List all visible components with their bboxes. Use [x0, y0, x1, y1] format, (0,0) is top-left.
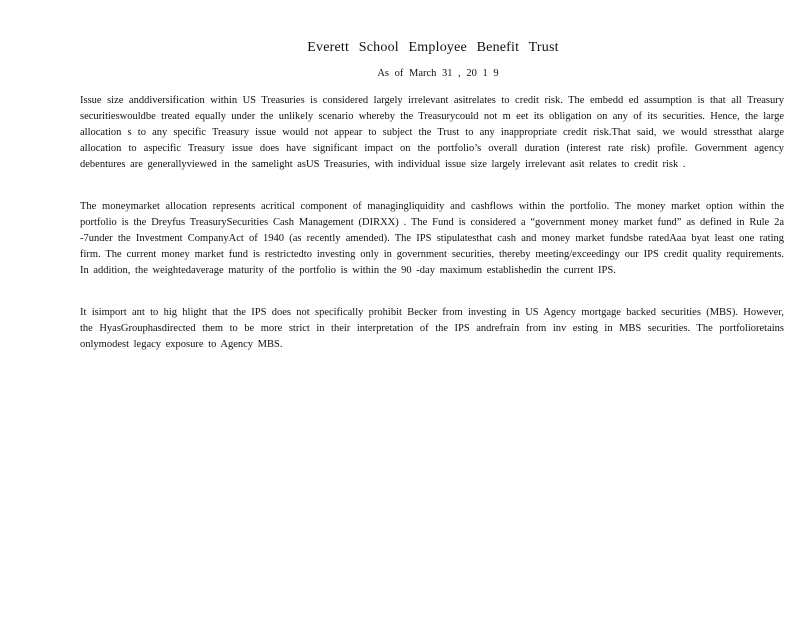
- paragraph-treasury-issue-size: Issue size anddiversification within US Treasuries is considered largely irrelevant asitrelates to credit risk. The embedd ed assumption is that all Treasury securitieswouldbe treated equally under the unlikely scenario whereby the Treasurycould not m eet its obligation on any of its securities. Hence, the large allocation s to any specific Treasury issue would not appear to subject the Trust to any inappropriate credit risk.That said, we would stressthat alarge allocation to aspecific Treasury issue does have significant impact on the portfolio’s overall duration (interest rate risk) profile. Government agency debentures are generallyviewed in the samelight asUS Treasuries, with individual issue size largely irrelevant asit relates to credit risk .: [80, 95, 784, 170]
- paragraph-agency-mbs: It isimport ant to hig hlight that the IPS does not specifically prohibit Becker from investing in US Agency mortgage backed securities (MBS). However, the HyasGrouphasdirected them to be more strict in their interpretation of the IPS andrefrain from inv esting in MBS securities. The portfolioretains onlymodest legacy exposure to Agency MBS.: [80, 307, 784, 350]
- document-date: As of March 31 , 20 1 9: [377, 68, 499, 79]
- document-title: Everett School Employee Benefit Trust: [307, 40, 559, 55]
- paragraph-money-market-allocation: The moneymarket allocation represents acritical component of managingliquidity and cashflows within the portfolio. The money market option within the portfolio is the Dreyfus TreasurySecurities Cash Management (DIRXX) . The Fund is considered a “government money market fund” as defined in Rule 2a -7under the Investment CompanyAct of 1940 (as recently amended). The IPS stipulatesthat cash and money market fundsbe ratedAaa byat least one rating firm. The current money market fund is restrictedto investing only in government securities, thereby meeting/exceedingy our IPS credit quality requirements. In addition, the weightedaverage maturity of the portfolio is within the 90 -day maximum establishedin the current IPS.: [80, 201, 784, 276]
